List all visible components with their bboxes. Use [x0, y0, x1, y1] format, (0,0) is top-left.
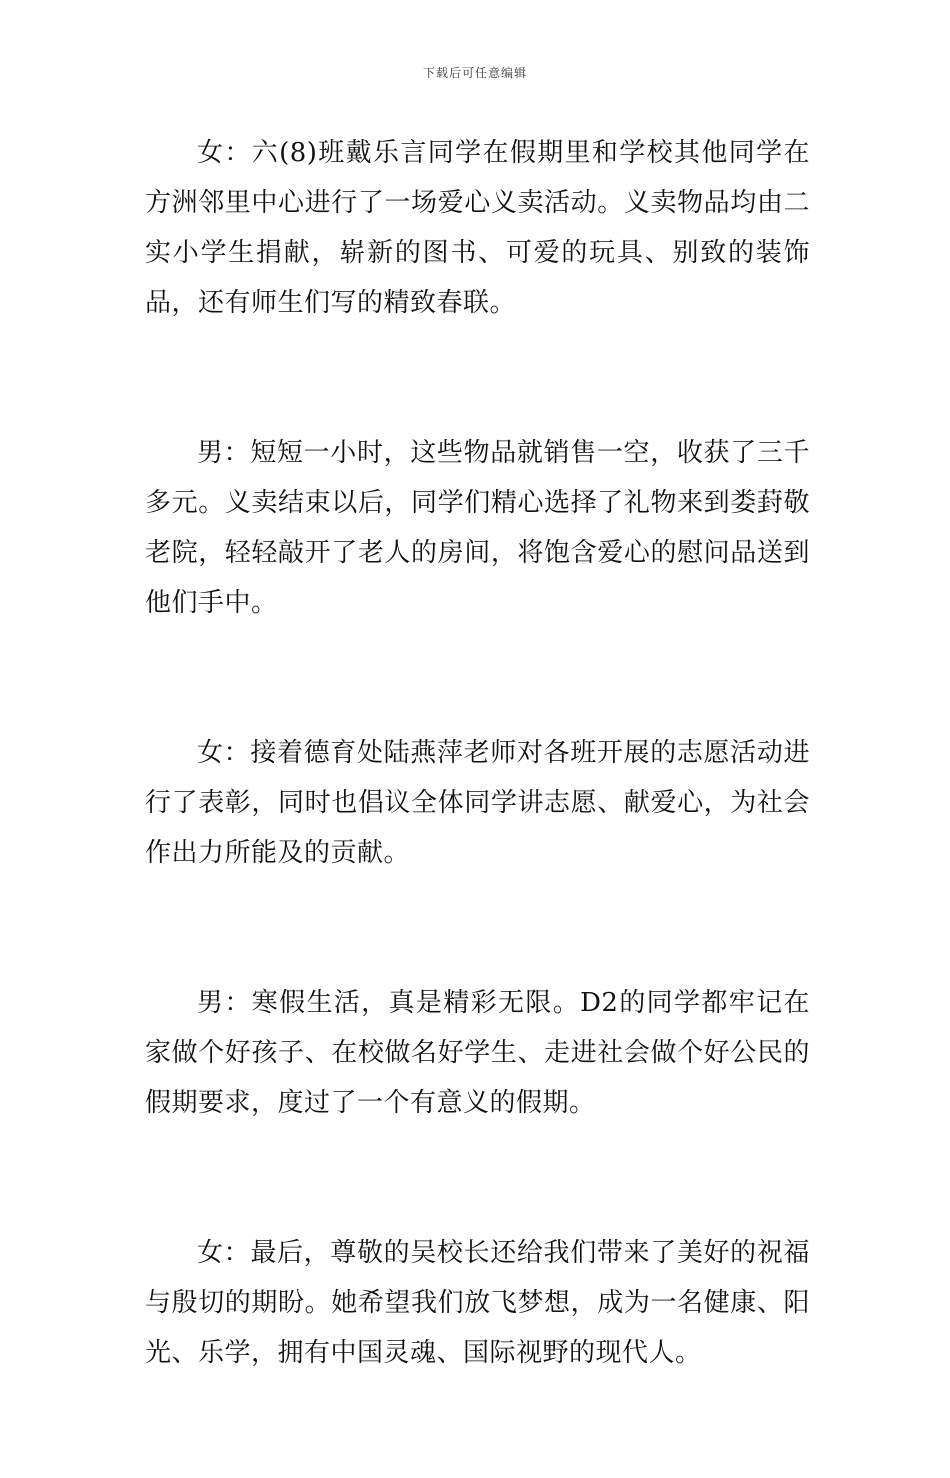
header-note: 下载后可任意编辑: [422, 66, 527, 80]
paragraph-3: 女：接着德育处陆燕萍老师对各班开展的志愿活动进行了表彰，同时也倡议全体同学讲志愿、献爱心，为社会作出力所能及的贡献。: [145, 738, 810, 868]
paragraph-4: 男：寒假生活，真是精彩无限。D2的同学都牢记在家做个好孩子、在校做名好学生、走进社会做个好公民的假期要求，度过了一个有意义的假期。: [145, 988, 810, 1118]
paragraph-2: 男：短短一小时，这些物品就销售一空，收获了三千多元。义卖结束以后，同学们精心选择了礼物来到娄葑敬老院，轻轻敲开了老人的房间，将饱含爱心的慰问品送到他们手中。: [145, 438, 810, 618]
paragraph-1: 女：六(8)班戴乐言同学在假期里和学校其他同学在方洲邻里中心进行了一场爱心义卖活动。义卖物品均由二实小学生捐献，崭新的图书、可爱的玩具、别致的装饰品，还有师生们写的精致春联。: [145, 138, 810, 318]
document-body: [145, 128, 810, 1478]
paragraph-5: 女：最后，尊敬的吴校长还给我们带来了美好的祝福与殷切的期盼。她希望我们放飞梦想，成为一名健康、阳光、乐学，拥有中国灵魂、国际视野的现代人。: [145, 1238, 810, 1368]
